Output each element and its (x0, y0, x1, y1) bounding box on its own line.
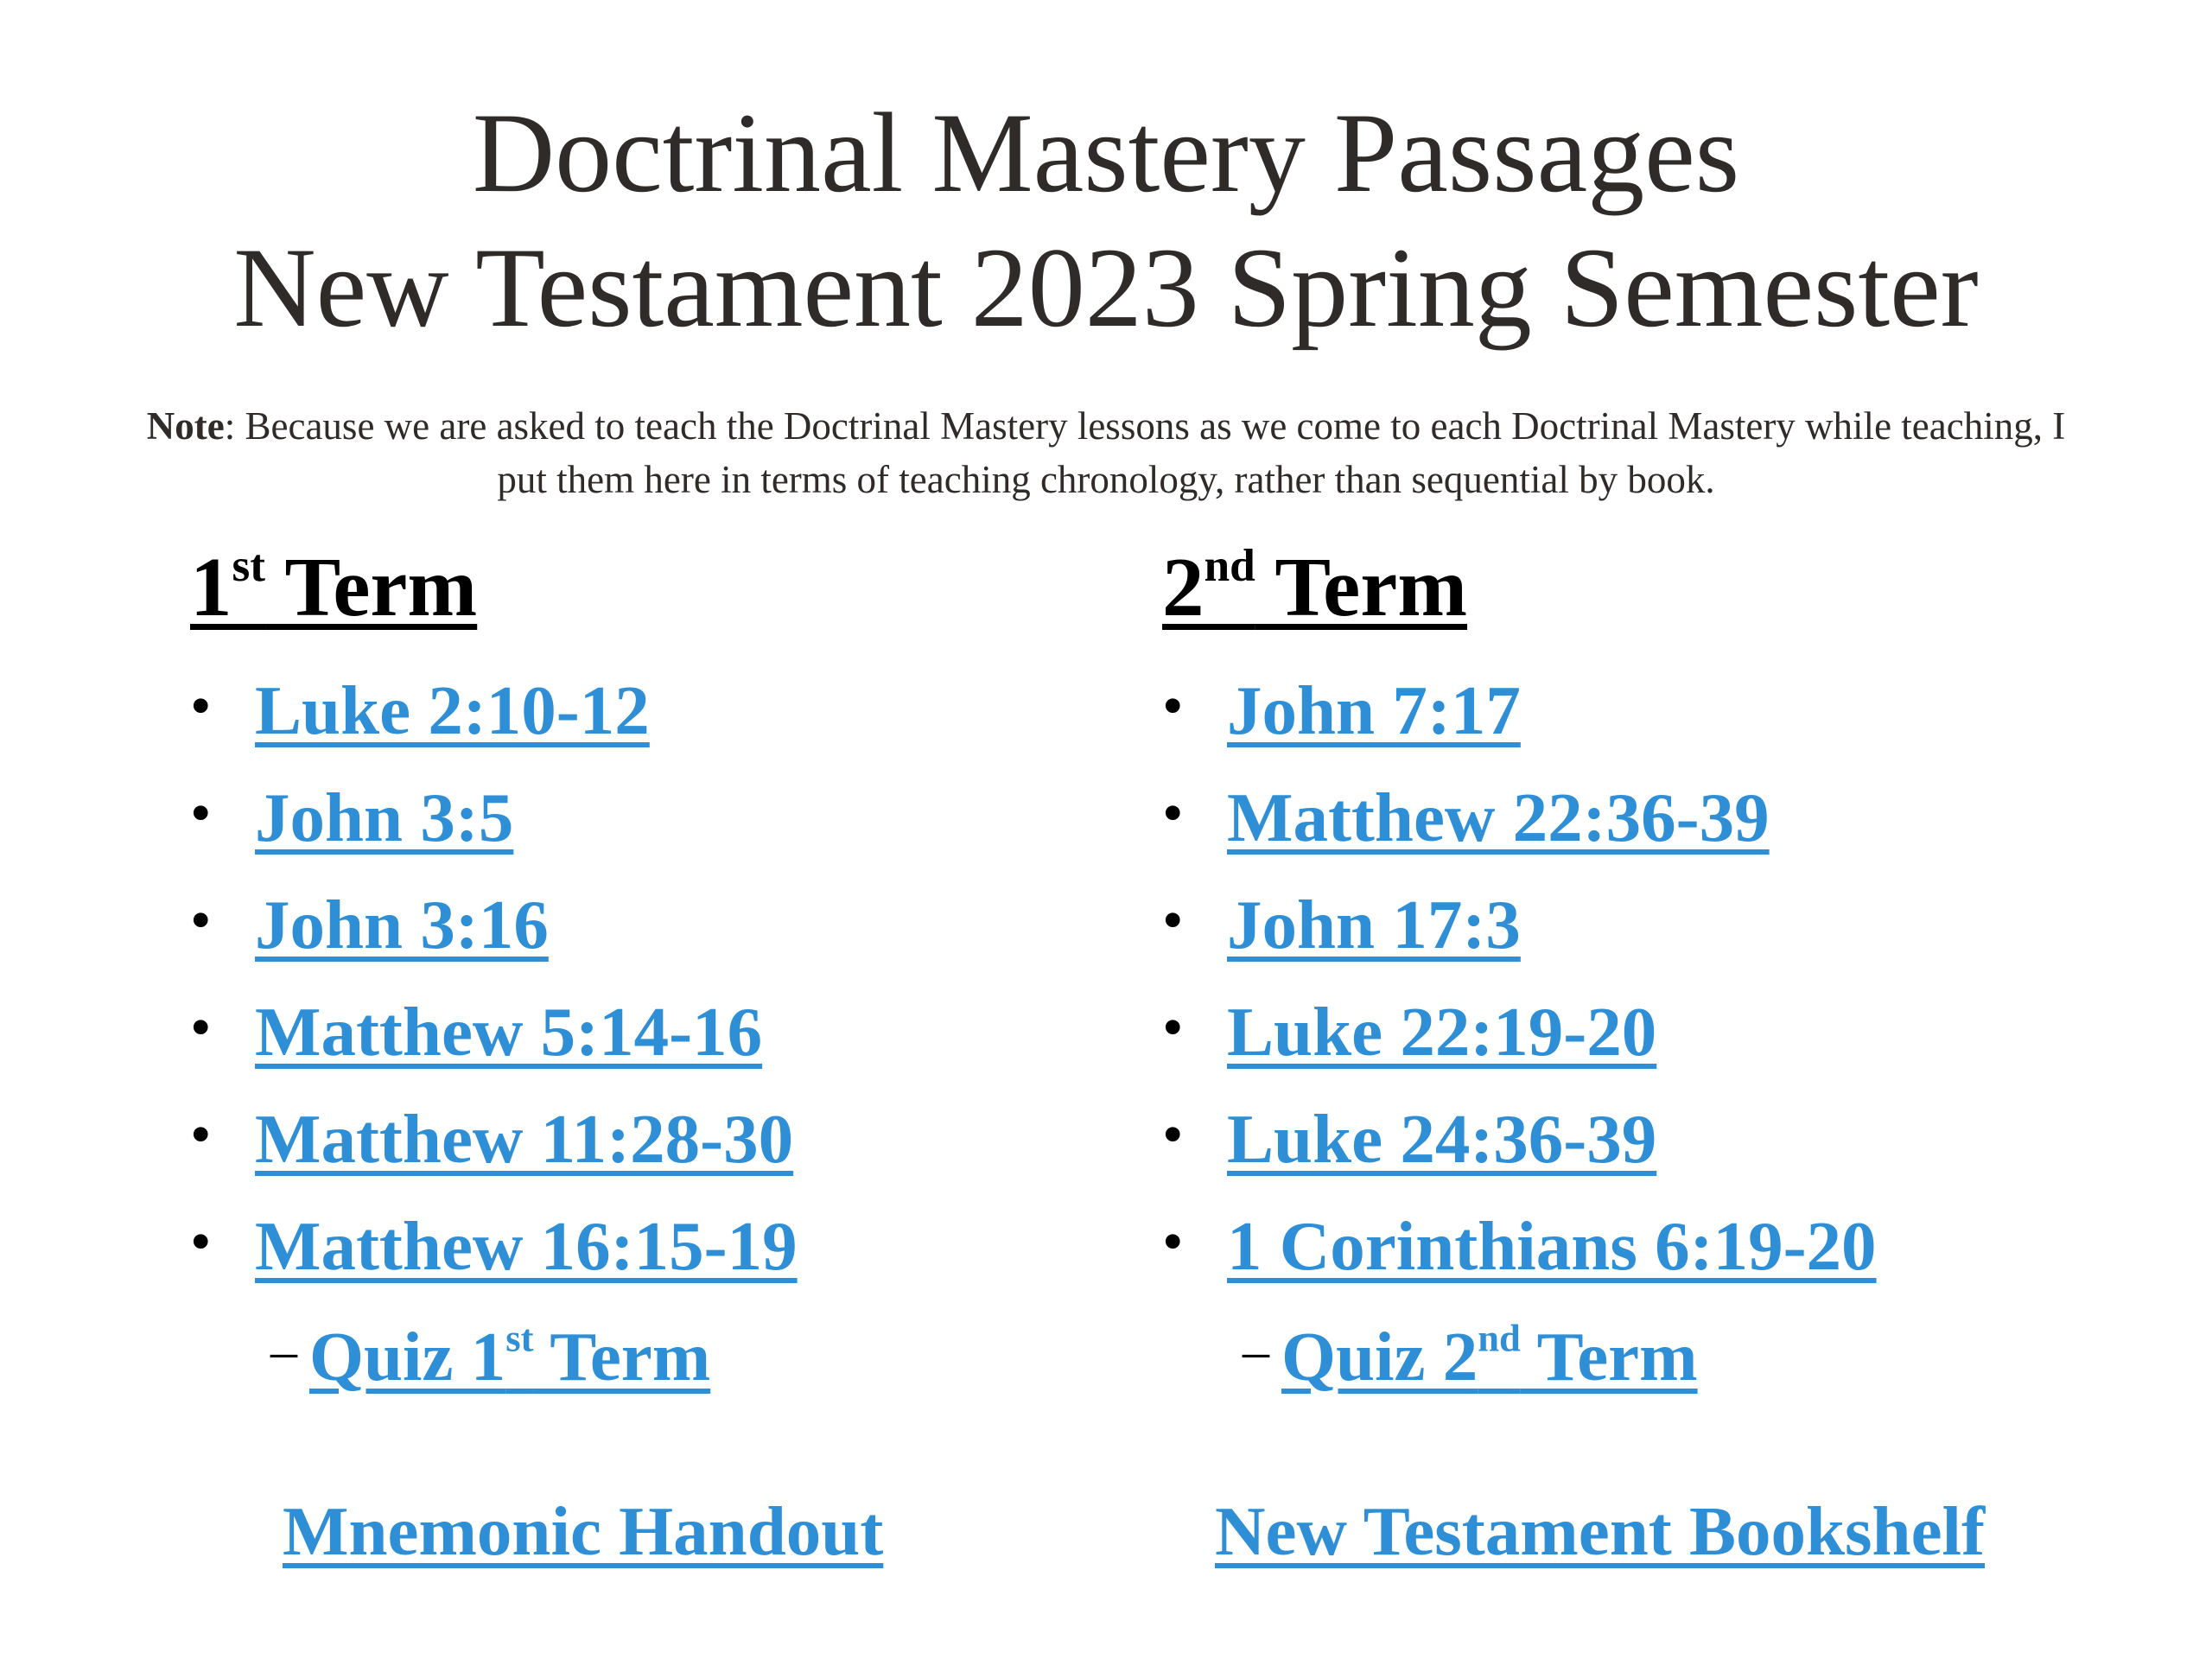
bullet-icon: • (1162, 1209, 1184, 1275)
page-title: Doctrinal Mastery Passages (472, 89, 1740, 216)
list-item (1162, 871, 1877, 978)
page-subtitle: New Testament 2023 Spring Semester (233, 224, 1979, 351)
quiz-term1-suffix: Term (533, 1318, 711, 1395)
bullet-icon: • (1162, 673, 1184, 740)
term2-heading (1162, 536, 1467, 639)
passage-link-john-7-17[interactable]: John 7:17 (1227, 671, 1521, 749)
quiz-term1-link[interactable] (309, 1313, 710, 1400)
term1-passage-list (190, 657, 798, 1300)
passage-link-john-3-16[interactable]: John 3:16 (255, 886, 549, 963)
quiz-term2-prefix: Quiz 2 (1281, 1318, 1478, 1395)
passage-link-luke-24-36-39[interactable]: Luke 24:36-39 (1227, 1100, 1657, 1178)
bullet-icon: • (190, 673, 212, 740)
passage-link-matthew-11-28-30[interactable]: Matthew 11:28-30 (255, 1100, 794, 1178)
passage-link-luke-2-10-12[interactable]: Luke 2:10-12 (255, 671, 650, 749)
term2-quiz-row (1243, 1303, 1698, 1410)
new-testament-bookshelf-link[interactable]: New Testament Bookshelf (1215, 1492, 1986, 1570)
note-label: Note (146, 404, 225, 448)
passage-link-luke-22-19-20[interactable]: Luke 22:19-20 (1227, 993, 1657, 1071)
bullet-icon: • (190, 780, 212, 847)
list-item (190, 1085, 798, 1192)
term2-passage-list (1162, 657, 1877, 1300)
bullet-icon: • (190, 1209, 212, 1275)
passage-link-1-corinthians-6-19-20[interactable]: 1 Corinthians 6:19-20 (1227, 1207, 1877, 1285)
list-item (1162, 1085, 1877, 1192)
passage-link-matthew-16-15-19[interactable]: Matthew 16:15-19 (255, 1207, 798, 1285)
list-item (1162, 1192, 1877, 1300)
term2-heading-sup: nd (1204, 539, 1255, 591)
list-item (1162, 978, 1877, 1085)
bullet-icon: • (190, 887, 212, 954)
bullet-icon: • (1162, 1102, 1184, 1168)
mnemonic-handout-link[interactable]: Mnemonic Handout (283, 1492, 884, 1570)
quiz-term1-prefix: Quiz 1 (309, 1318, 506, 1395)
note-paragraph (138, 399, 2074, 506)
term1-heading-sup: st (232, 539, 266, 591)
bullet-icon: • (190, 995, 212, 1061)
list-item (190, 1192, 798, 1300)
quiz-term2-link[interactable] (1281, 1313, 1698, 1400)
bullet-icon: • (1162, 995, 1184, 1061)
note-text: : Because we are asked to teach the Doctrinal Mastery lessons as we come to each Doctrinal Mastery while teaching, I put them here in terms of teaching chronology, rather than sequential by book. (224, 404, 2066, 501)
list-item (190, 657, 798, 764)
term1-heading (190, 536, 477, 639)
quiz-term2-sup: nd (1478, 1316, 1521, 1360)
dash-marker: – (1243, 1321, 1269, 1381)
term2-heading-num: 2 (1162, 541, 1205, 633)
passage-link-matthew-5-14-16[interactable]: Matthew 5:14-16 (255, 993, 763, 1071)
passage-link-john-3-5[interactable]: John 3:5 (255, 779, 514, 856)
list-item (190, 871, 798, 978)
passage-link-matthew-22-36-39[interactable]: Matthew 22:36-39 (1227, 779, 1770, 856)
term2-heading-word: Term (1255, 541, 1468, 633)
bullet-icon: • (1162, 887, 1184, 954)
bullet-icon: • (1162, 780, 1184, 847)
quiz-term1-sup: st (505, 1316, 534, 1360)
list-item (190, 978, 798, 1085)
list-item (190, 764, 798, 871)
dash-marker: – (270, 1321, 297, 1381)
term1-heading-num: 1 (190, 541, 232, 633)
term1-quiz-row (270, 1303, 710, 1410)
term1-heading-word: Term (265, 541, 478, 633)
list-item (1162, 764, 1877, 871)
bullet-icon: • (190, 1102, 212, 1168)
passage-link-john-17-3[interactable]: John 17:3 (1227, 886, 1521, 963)
quiz-term2-suffix: Term (1520, 1318, 1698, 1395)
list-item (1162, 657, 1877, 764)
